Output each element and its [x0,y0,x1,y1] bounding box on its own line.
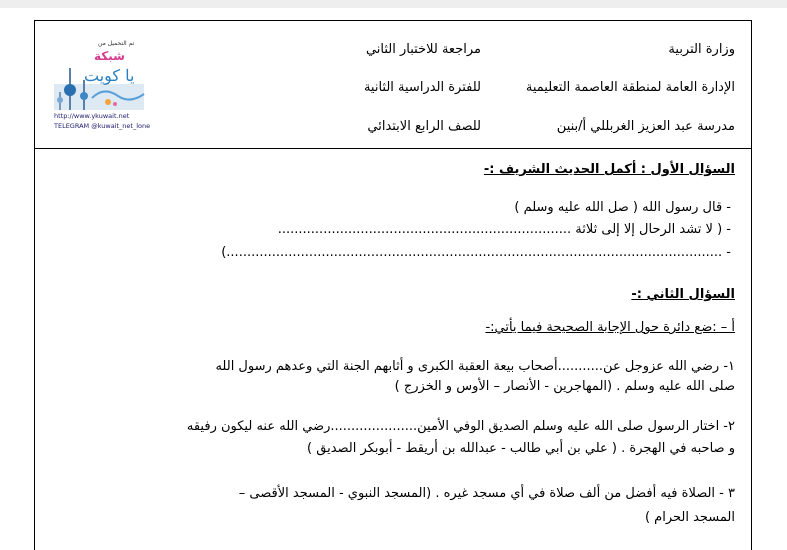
q2-item-1-line-1: ١- رضي الله عزوجل عن...........أصحاب بيعة العقبة الكبرى و أثابهم الجنة التي وعدهم رسول الله [215,359,735,374]
q2-item-2-line-1: ٢- اختار الرسول صلى الله عليه وسلم الصديق الوفي الأمين.....................رضي الله عنه ليكون رفيقه [186,419,735,434]
review-label: مراجعة للاختبار الثاني [365,42,481,57]
logo-site-name: يا كويت [84,66,135,85]
q2-item-3-line-2: المسجد الحرام ) [644,510,735,525]
ministry-label: وزارة التربية [668,42,735,57]
q2-item-3-line-1: ٣ - الصلاة فيه أفضل من ألف صلاة في أي مسجد غيره . (المسجد النبوي - المسجد الأقصى – [238,486,735,501]
logo-network-word: شبكة [94,49,125,63]
q1-line-3: - ........................................................................................................................) [221,245,731,260]
term-label: للفترة الدراسية الثانية [363,80,481,95]
site-logo [48,40,150,136]
logo-downloaded-from: تم التحميل من [98,40,135,47]
q2-item-2-line-2: و صاحبه في الهجرة . ( علي بن أبي طالب - عبدالله بن أريقط - أبوبكر الصديق ) [307,441,735,456]
q1-line-1: - قال رسول الله ( صل الله عليه وسلم ) [514,200,731,215]
grade-label: للصف الرابع الابتدائي [367,119,481,134]
district-label: الإدارة العامة لمنطقة العاصمة التعليمية [525,80,735,95]
header-divider [34,148,752,149]
logo-url: http://www.ykuwait.net [54,112,130,120]
q2-title: السؤال الثاني :- [631,287,735,302]
logo-telegram: TELEGRAM @kuwait_net_lone [54,122,151,130]
school-label: مدرسة عبد العزيز الغربللي أ/بنين [556,119,735,134]
q2-subtitle: أ – :ضع دائرة حول الإجابة الصحيحة فيما يأتي:- [485,320,735,335]
q1-line-2: - ( لا تشد الرحال إلا إلى ثلاثة ....................................................................... [277,222,731,237]
q1-title: السؤال الأول : أكمل الحديث الشريف :- [483,162,735,177]
q2-item-1-line-2: صلى الله عليه وسلم . (المهاجرين - الأنصار – الأوس و الخزرج ) [394,379,735,394]
top-bar [0,0,787,8]
